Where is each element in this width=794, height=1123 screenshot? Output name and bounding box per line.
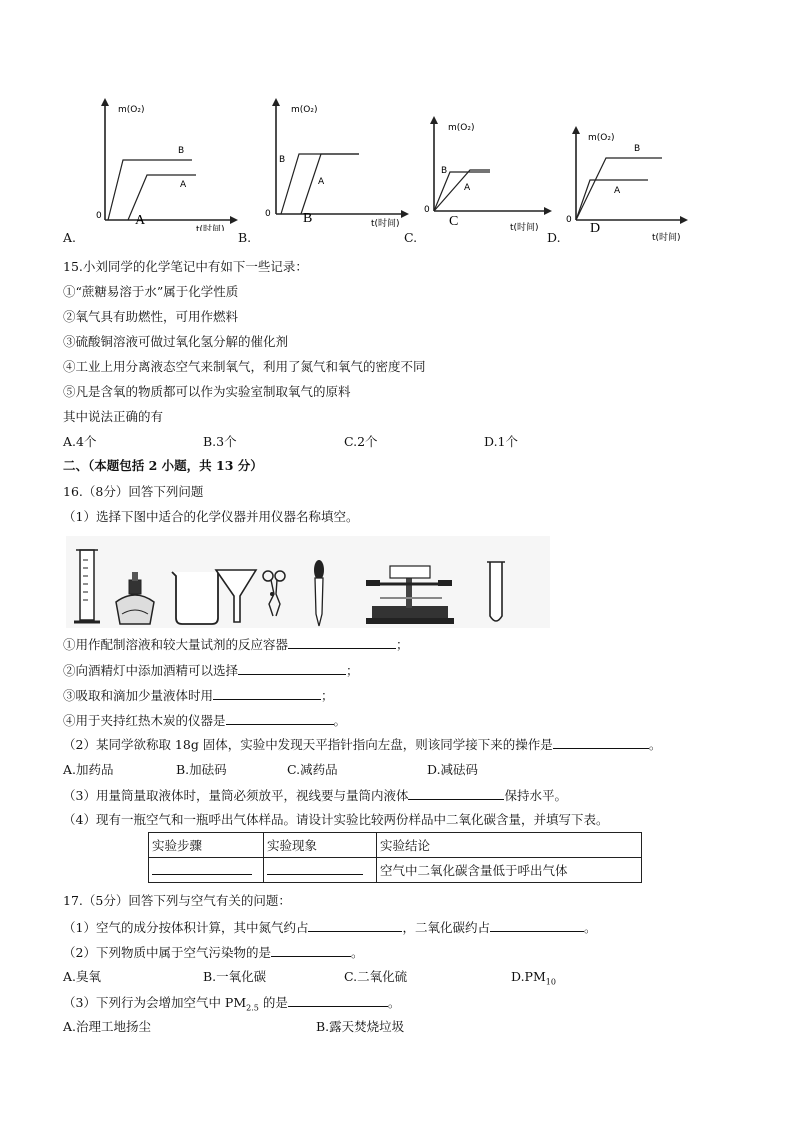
- q15-option-c: C.2个: [344, 434, 378, 449]
- q17-option-b: B.一氧化碳: [203, 969, 267, 984]
- q15-item-1: ①“蔗糖易溶于水”属于化学性质: [63, 284, 239, 299]
- q15-item-4: ④工业上用分离液态空气来制氧气，利用了氮气和氧气的密度不同: [63, 359, 426, 374]
- table-cell-steps: [149, 858, 264, 883]
- q16-fill-2-text: ②向酒精灯中添加酒精可以选择: [63, 663, 239, 678]
- q16-part1: （1）选择下图中适合的化学仪器并用仪器名称填空。: [63, 509, 359, 524]
- period: 。: [583, 920, 597, 935]
- origin-label: 0: [424, 205, 430, 215]
- q17-option-a: A.臭氧: [63, 969, 102, 984]
- pm-text: D.PM: [511, 969, 546, 984]
- q15-item-3: ③硫酸铜溶液可做过氧化氢分解的催化剂: [63, 334, 289, 349]
- curve-b-label: B: [279, 155, 286, 165]
- table-header-phenomena: 实验现象: [264, 833, 377, 858]
- answer-blank[interactable]: [226, 712, 334, 725]
- q15-option-b: B.3个: [203, 434, 237, 449]
- semicolon: ；: [396, 637, 409, 652]
- y-axis-label: m(O₂): [588, 133, 615, 143]
- q16-part3-end: 保持水平。: [504, 788, 567, 803]
- graduated-cylinder-icon: [74, 550, 100, 622]
- table-header-conclusion: 实验结论: [377, 833, 642, 858]
- section-title: 二、（本题包括 2 小题，共 13 分）: [63, 458, 263, 473]
- q16-fill-4-text: ④用于夹持红热木炭的仪器是: [63, 713, 226, 728]
- q17-part1-text: （1）空气的成分按体积计算，其中氮气约占: [63, 920, 309, 935]
- q17-part2: [63, 944, 363, 961]
- q17-part1: [63, 919, 597, 936]
- curve-a-label: A: [614, 186, 621, 196]
- q17-part1-mid: ，二氧化碳约占: [402, 920, 490, 935]
- pm25-subscript: 2.5: [246, 1003, 259, 1013]
- period: 。: [333, 713, 347, 728]
- q16-part4: （4）现有一瓶空气和一瓶呼出气体样品。请设计实验比较两份样品中二氧化碳含量，并填写下表。: [63, 812, 609, 827]
- q17-part2-text: （2）下列物质中属于空气污染物的是: [63, 945, 271, 960]
- curve-a-label: A: [464, 183, 471, 193]
- q17-stem: 17.（5分）回答下列与空气有关的问题：: [63, 893, 291, 908]
- answer-blank[interactable]: [213, 687, 321, 700]
- answer-blank[interactable]: [490, 919, 584, 932]
- x-axis-label: t(时间): [371, 219, 400, 229]
- q16-fill-3-text: ③吸取和滴加少量液体时用: [63, 688, 214, 703]
- answer-blank[interactable]: [271, 944, 351, 957]
- y-axis-label: m(O₂): [118, 105, 145, 115]
- experiment-table: [148, 832, 642, 883]
- beaker-icon: [172, 572, 218, 624]
- dropper-icon: [314, 560, 324, 626]
- period: 。: [648, 737, 662, 752]
- answer-blank[interactable]: [238, 662, 346, 675]
- graph-letter: A: [135, 213, 146, 228]
- graph-c: [420, 112, 555, 237]
- q15-item-2: ②氧气具有助燃性，可用作燃料: [63, 309, 239, 324]
- answer-blank[interactable]: [288, 636, 396, 649]
- q16-part3: [63, 787, 567, 804]
- answer-blank[interactable]: [408, 787, 504, 800]
- graph-a: [88, 96, 238, 231]
- q16-fill-2: [63, 662, 359, 679]
- semicolon: ；: [321, 688, 334, 703]
- q16-fill-1-text: ①用作配制溶液和较大量试剂的反应容器: [63, 637, 289, 652]
- graph-d: [562, 122, 692, 244]
- curve-b-label: B: [441, 166, 448, 176]
- q17-p3-option-a: A.治理工地扬尘: [63, 1019, 152, 1034]
- answer-blank[interactable]: [553, 736, 649, 749]
- q16-fill-3: [63, 687, 334, 704]
- answer-blank[interactable]: [267, 862, 363, 875]
- period: 。: [350, 945, 364, 960]
- q15-item-5: ⑤凡是含氧的物质都可以作为实验室制取氧气的原料: [63, 384, 351, 399]
- graph-letter: D: [590, 221, 601, 236]
- option-a-label: A.: [63, 230, 77, 245]
- y-axis-label: m(O₂): [291, 105, 318, 115]
- alcohol-lamp-icon: [116, 572, 154, 624]
- graph-b: [259, 96, 409, 231]
- q15-option-d: D.1个: [484, 434, 519, 449]
- curve-a-label: A: [180, 180, 187, 190]
- origin-label: 0: [265, 209, 271, 219]
- option-d-label: D.: [547, 230, 561, 245]
- curve-a-label: A: [318, 177, 325, 187]
- curve-b-label: B: [178, 146, 185, 156]
- y-axis-label: m(O₂): [448, 123, 475, 133]
- q16-stem: 16.（8分）回答下列问题: [63, 484, 204, 499]
- answer-blank[interactable]: [308, 919, 402, 932]
- q17-p3-option-b: B.露天焚烧垃圾: [316, 1019, 405, 1034]
- graph-letter: C: [449, 214, 459, 229]
- table-cell-conclusion: 空气中二氧化碳含量低于呼出气体: [377, 858, 642, 883]
- graph-letter: B: [303, 211, 313, 226]
- q16-part2: [63, 736, 661, 753]
- q16-fill-4: [63, 712, 346, 729]
- origin-label: 0: [566, 215, 572, 225]
- q17-part3-text: （3）下列行为会增加空气中 PM: [63, 995, 247, 1010]
- q17-part3-mid: 的是: [258, 995, 288, 1010]
- semicolon: ；: [346, 663, 359, 678]
- q16-option-c: C.减药品: [287, 762, 338, 777]
- option-b-label: B.: [238, 230, 252, 245]
- table-header-steps: 实验步骤: [149, 833, 264, 858]
- period: 。: [387, 995, 401, 1010]
- q16-option-a: A.加药品: [63, 762, 114, 777]
- q15-option-a: A.4个: [63, 434, 97, 449]
- funnel-icon: [216, 570, 256, 622]
- test-tube-icon: [487, 562, 505, 621]
- q17-option-d: [511, 969, 556, 985]
- x-axis-label: t(时间): [510, 223, 539, 233]
- apparatus-figure: [66, 536, 550, 628]
- balance-icon: [366, 566, 454, 624]
- answer-blank[interactable]: [288, 994, 388, 1007]
- q17-option-c: C.二氧化硫: [344, 969, 408, 984]
- q15-stem: 15.小刘同学的化学笔记中有如下一些记录：: [63, 259, 308, 274]
- pm10-subscript: 10: [545, 977, 556, 987]
- origin-label: 0: [96, 211, 102, 221]
- q15-question: 其中说法正确的有: [63, 409, 164, 424]
- curve-b-label: B: [634, 144, 641, 154]
- q17-part3: [63, 994, 400, 1011]
- x-axis-label: t(时间): [652, 233, 681, 243]
- q16-part2-text: （2）某同学欲称取 18g 固体，实验中发现天平指针指向左盘，则该同学接下来的操作是: [63, 737, 553, 752]
- crucible-tongs-icon: [263, 571, 285, 616]
- q16-fill-1: [63, 636, 409, 653]
- answer-blank[interactable]: [152, 862, 252, 875]
- q16-part3-text: （3）用量筒量取液体时，量筒必须放平，视线要与量筒内液体: [63, 788, 409, 803]
- x-axis-label: t(时间): [196, 225, 225, 231]
- q16-option-d: D.减砝码: [427, 762, 479, 777]
- option-c-label: C.: [404, 230, 418, 245]
- q16-option-b: B.加砝码: [176, 762, 227, 777]
- table-cell-phenomena: [264, 858, 377, 883]
